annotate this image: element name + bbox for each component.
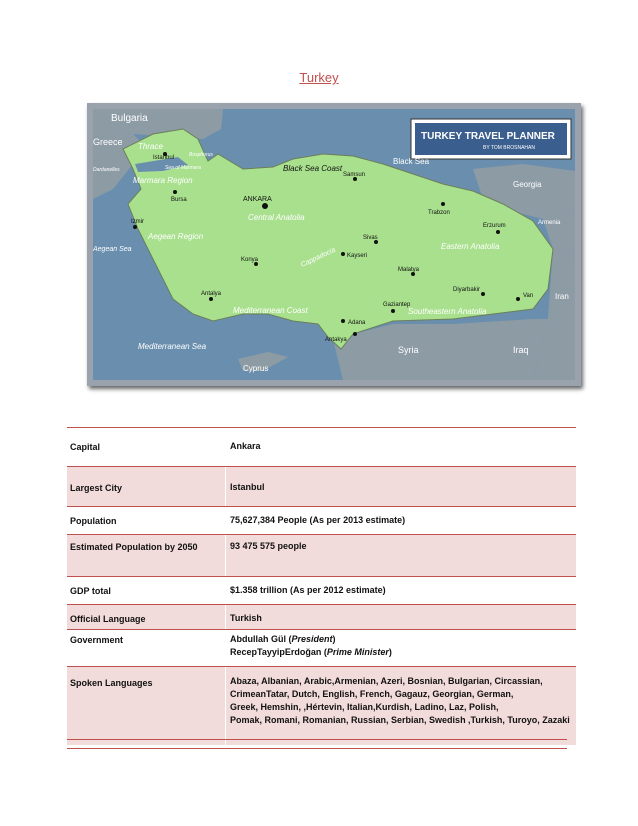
- table-bottom-rule-2: [67, 748, 567, 749]
- table-bottom-rule: [67, 739, 567, 740]
- row-value: 75,627,384 People (As per 2013 estimate): [230, 515, 406, 525]
- city-dot-antakya: [353, 332, 357, 336]
- label-syria: Syria: [398, 345, 419, 355]
- label-antalya: Antalya: [201, 291, 222, 297]
- label-marmara-region: Marmara Region: [133, 176, 193, 185]
- language-line: Pomak, Romani, Romanian, Russian, Serbian, Swedish ,Turkish, Turoyo, Zazaki: [230, 715, 570, 725]
- row-label: GDP total: [70, 586, 111, 596]
- row-value: [230, 633, 392, 659]
- label-konya: Konya: [241, 257, 259, 263]
- table-row: [67, 666, 576, 745]
- city-dot-bursa: [173, 190, 177, 194]
- label-adana: Adana: [348, 320, 366, 326]
- city-dot-diyarbakir: [481, 292, 485, 296]
- label-greece: Greece: [93, 137, 123, 147]
- city-dot-ankara: [262, 203, 268, 209]
- row-label: Estimated Population by 2050: [70, 542, 198, 552]
- label-eastern-anatolia: Eastern Anatolia: [441, 242, 500, 251]
- label-mediterranean-coast: Mediterranean Coast: [233, 306, 308, 315]
- label-samsun: Samsun: [343, 172, 366, 178]
- row-value: Istanbul: [230, 482, 265, 492]
- logo-title: TURKEY TRAVEL PLANNER: [421, 131, 555, 142]
- city-dot-gaziantep: [391, 309, 395, 313]
- table-row: [67, 466, 576, 506]
- row-label: Spoken Languages: [70, 678, 153, 688]
- city-dot-erzurum: [496, 230, 500, 234]
- label-bulgaria: Bulgaria: [111, 113, 148, 124]
- label-aegean-sea: Aegean Sea: [93, 246, 132, 253]
- label-van: Van: [523, 293, 534, 299]
- label-malatya: Malatya: [398, 267, 420, 273]
- row-label: Population: [70, 516, 117, 526]
- facts-table: [67, 427, 576, 745]
- table-row: [67, 604, 576, 629]
- language-line: Greek, Hemshin, ,Hértevin, Italian,Kurdish, Ladino, Laz, Polish,: [230, 702, 499, 712]
- table-row: [67, 576, 576, 604]
- language-line: CrimeanTatar, Dutch, English, French, Gagauz, Georgian, German,: [230, 689, 514, 699]
- row-value: 93 475 575 people: [230, 541, 307, 551]
- label-bosphorus: Bosphorus: [189, 152, 213, 158]
- table-row: [67, 427, 576, 466]
- label-kayseri: Kayseri: [347, 253, 368, 259]
- label-armenia: Armenia: [538, 220, 561, 226]
- label-central-anatolia: Central Anatolia: [248, 213, 305, 222]
- label-erzurum: Erzurum: [483, 223, 506, 229]
- city-dot-kayseri: [341, 252, 345, 256]
- row-label: Capital: [70, 442, 101, 452]
- city-dot-izmir: [133, 225, 137, 229]
- label-ankara: ANKARA: [243, 196, 272, 203]
- label-bursa: Bursa: [171, 197, 187, 203]
- label-aegean-region: Aegean Region: [148, 232, 204, 241]
- row-value: $1.358 trillion (As per 2012 estimate): [230, 585, 386, 595]
- logo-byline: BY TOM BROSNAHAN: [483, 145, 535, 151]
- language-line: Abaza, Albanian, Arabic,Armenian, Azeri, Bosnian, Bulgarian, Circassian,: [230, 676, 543, 686]
- page-title: Turkey: [299, 70, 339, 85]
- label-izmir: Izmir: [131, 219, 144, 225]
- row-label: Largest City: [70, 483, 123, 493]
- label-cyprus: Cyprus: [243, 364, 269, 373]
- label-istanbul: Istanbul: [153, 155, 175, 161]
- turkey-map: [87, 103, 581, 386]
- label-sivas: Sivas: [363, 235, 378, 241]
- city-dot-antalya: [209, 297, 213, 301]
- label-antakya: Antakya: [325, 337, 347, 343]
- travel-planner-logo: [411, 119, 571, 159]
- label-southeastern-anatolia: Southeastern Anatolia: [408, 307, 487, 316]
- label-georgia: Georgia: [513, 180, 542, 189]
- label-black-sea-coast: Black Sea Coast: [283, 164, 343, 173]
- row-value: Turkish: [230, 613, 262, 623]
- label-cappadocia: Cappadocia: [299, 246, 337, 269]
- city-dot-trabzon: [441, 202, 445, 206]
- label-sea-of-marmara: Sea of Marmara: [165, 165, 201, 171]
- row-value: [230, 675, 570, 727]
- city-dot-adana: [341, 319, 345, 323]
- table-row: [67, 629, 576, 666]
- label-gaziantep: Gaziantep: [383, 302, 411, 308]
- gov-president-line: Abdullah Gül (President): [230, 634, 336, 644]
- row-label: Official Language: [70, 614, 146, 624]
- city-dot-van: [516, 297, 520, 301]
- label-black-sea: Black Sea: [393, 157, 430, 166]
- label-diyarbakir: Diyarbakir: [453, 287, 481, 293]
- label-mediterranean-sea: Mediterranean Sea: [138, 342, 207, 351]
- gov-prime-minister-line: RecepTayyipErdoğan (Prime Minister): [230, 647, 392, 657]
- table-row: [67, 506, 576, 534]
- row-label: Government: [70, 635, 124, 645]
- table-row: [67, 534, 576, 576]
- label-thrace: Thrace: [138, 142, 163, 151]
- label-dardanelles: Dardanelles: [93, 167, 120, 173]
- label-iraq: Iraq: [513, 345, 529, 355]
- label-trabzon: Trabzon: [428, 210, 450, 216]
- label-iran: Iran: [555, 292, 569, 301]
- map-svg: [93, 109, 575, 380]
- row-value: Ankara: [230, 441, 261, 451]
